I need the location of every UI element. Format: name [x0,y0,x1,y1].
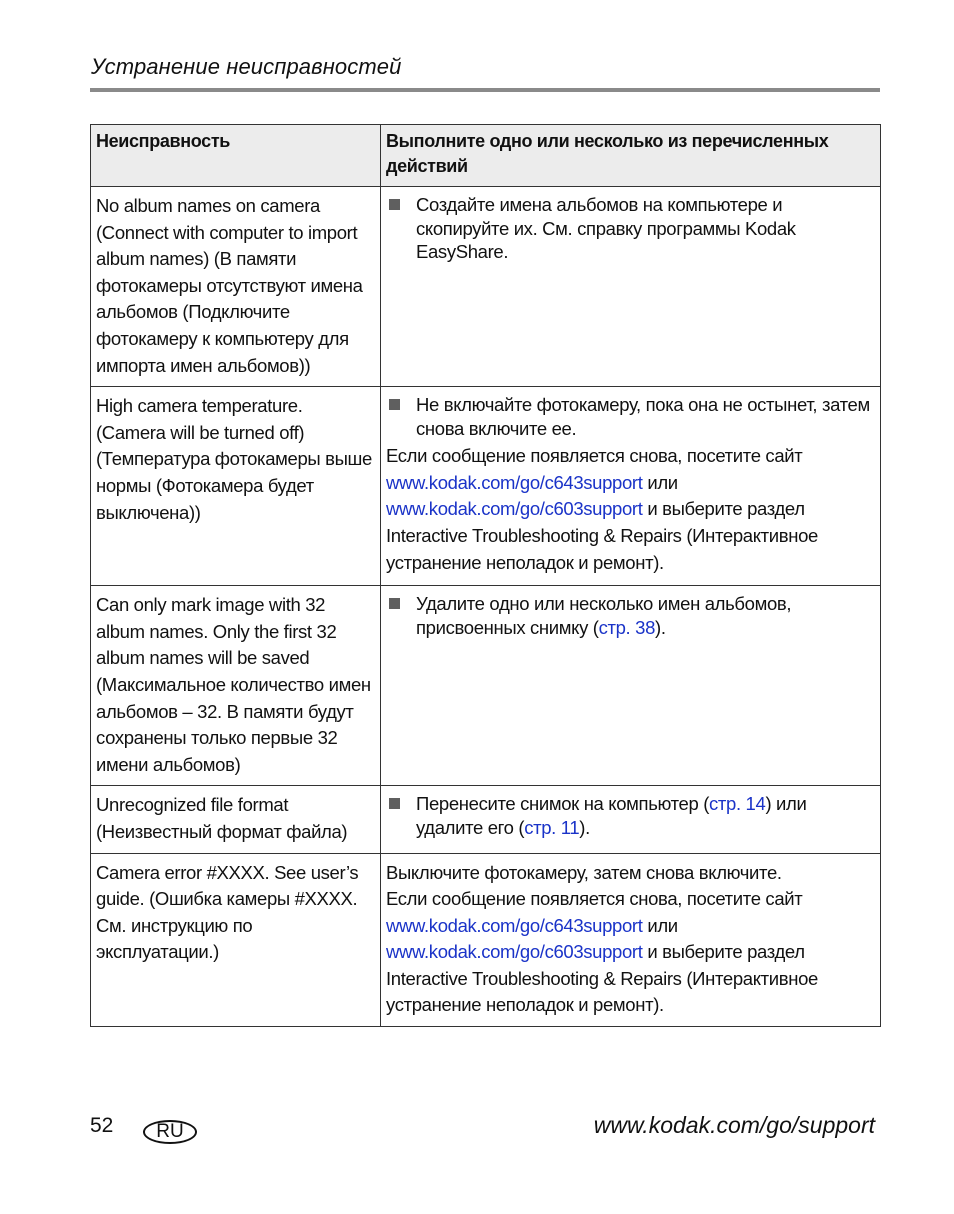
footer-support-url[interactable]: www.kodak.com/go/support [593,1112,875,1138]
problem-cell: Can only mark image with 32 album names. Only the first 32 album names will be saved (Максимальное количество имен альбомов – 32. В памяти будут сохранены только первые 32 имени альбомов) [91,586,381,786]
support-text-end: и выберите раздел Interactive Troubleshooting & Repairs (Интерактивное устранение неполадок и ремонт). [386,498,818,573]
problem-cell: Unrecognized file format (Неизвестный формат файла) [91,786,381,853]
action-cell [381,586,881,786]
table-header-row [91,125,881,187]
problem-cell: High camera temperature. (Camera will be turned off) (Температура фотокамеры выше нормы (Фотокамера будет выключена)) [91,387,381,586]
action-cell [381,786,881,853]
problem-cell: No album names on camera (Connect with computer to import album names) (В памяти фотокамеры отсутствуют имена альбомов (Подключите фотокамеру к компьютеру для импорта имен альбомов)) [91,187,381,387]
running-title: Устранение неисправностей [91,54,402,79]
support-text-end: и выберите раздел Interactive Troubleshooting & Repairs (Интерактивное устранение неполадок и ремонт). [386,941,818,1016]
column-header-actions: Выполните одно или несколько из перечисленных действий [381,125,881,187]
square-bullet-icon [389,598,400,609]
support-link-c603[interactable]: www.kodak.com/go/c603support [386,941,643,963]
action-cell [381,853,881,1027]
action-text-end: ). [579,816,590,838]
page-ref-link[interactable]: стр. 14 [709,793,766,815]
column-header-problem: Неисправность [91,125,381,187]
or-text: или [647,471,678,493]
support-link-c603[interactable]: www.kodak.com/go/c603support [386,498,643,520]
page-ref-link[interactable]: стр. 11 [524,816,580,838]
action-text-mid: ) или удалите его ( [416,793,807,838]
table-row [91,187,881,387]
or-text: или [647,914,678,936]
support-text: Если сообщение появляется снова, посетите сайт [386,888,803,910]
action-bullet [386,792,874,839]
square-bullet-icon [389,798,400,809]
page-ref-link[interactable]: стр. 38 [598,616,656,638]
action-bullet [386,193,874,264]
table-row [91,387,881,586]
action-text-end: ). [655,616,666,638]
action-text: Не включайте фотокамеру, пока она не остынет, затем снова включите ее. [416,394,870,439]
table-row [91,786,881,853]
support-link-c643[interactable]: www.kodak.com/go/c643support [386,471,643,493]
square-bullet-icon [389,199,400,210]
action-text: Удалите одно или несколько имен альбомов, присвоенных снимку ( [416,593,792,638]
table-row [91,586,881,786]
support-paragraph [386,886,874,1019]
action-cell [381,387,881,586]
support-link-c643[interactable]: www.kodak.com/go/c643support [386,914,643,936]
problem-cell: Camera error #XXXX. See user’s guide. (Ошибка камеры #XXXX. См. инструкцию по эксплуатации.) [91,853,381,1027]
square-bullet-icon [389,399,400,410]
support-paragraph [386,443,874,576]
header-rule [90,88,880,92]
page-number: 52 [90,1114,114,1137]
action-line: Выключите фотокамеру, затем снова включите. [386,861,782,883]
action-cell [381,187,881,387]
troubleshooting-table [90,124,881,1027]
action-text: Перенесите снимок на компьютер ( [416,793,710,815]
action-text: Создайте имена альбомов на компьютере и скопируйте их. См. справку программы Kodak EasyShare. [416,194,796,262]
language-badge-icon: RU [143,1120,197,1144]
table-row [91,853,881,1027]
support-text: Если сообщение появляется снова, посетите сайт [386,445,803,467]
action-bullet [386,393,874,440]
action-bullet [386,592,874,639]
